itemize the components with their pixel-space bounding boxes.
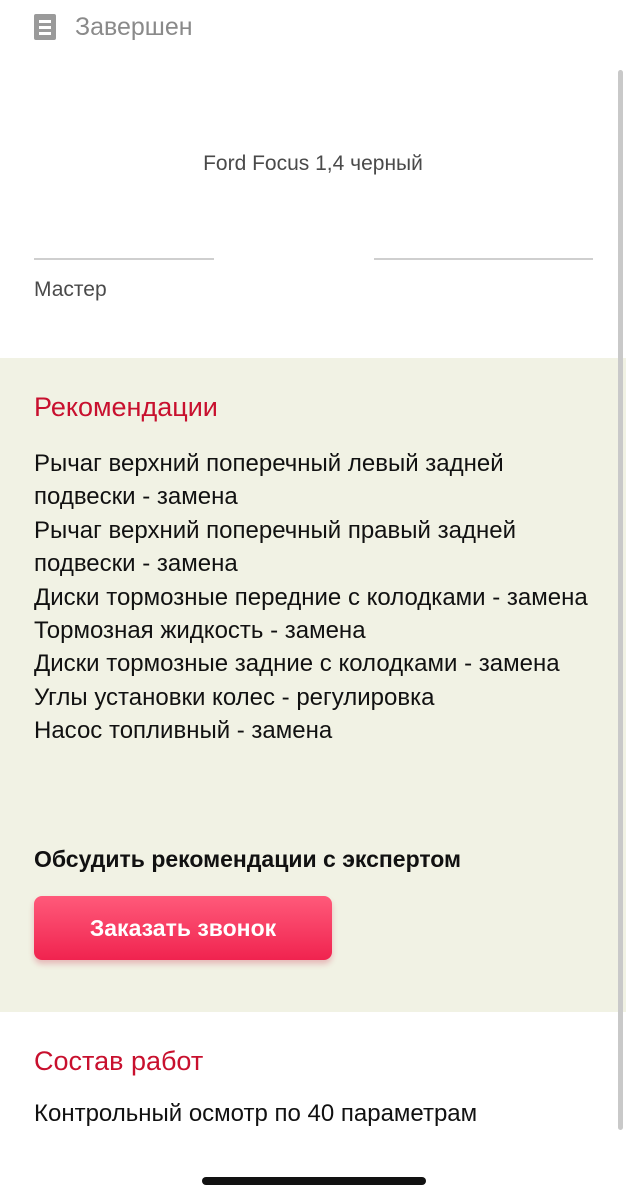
- scrollbar[interactable]: [618, 70, 623, 1130]
- works-item: Контрольный осмотр по 40 параметрам: [34, 1100, 478, 1127]
- status-row: [34, 12, 193, 42]
- status-label: Завершен: [75, 12, 193, 41]
- home-indicator[interactable]: [202, 1177, 426, 1185]
- recommendation-item: Рычаг верхний поперечный правый задней подвески - замена: [34, 516, 516, 578]
- list-icon: [34, 14, 56, 40]
- works-title: Состав работ: [34, 1046, 204, 1076]
- recommendation-item: Тормозная жидкость - замена: [34, 617, 366, 645]
- recommendation-item: Диски тормозные задние с колодками - замена: [34, 650, 560, 678]
- order-call-button[interactable]: Заказать звонок: [34, 896, 332, 960]
- recommendations-section: [0, 358, 626, 1012]
- car-name: Ford Focus 1,4 черный: [203, 152, 423, 175]
- recommendations-title: Рекомендации: [34, 392, 218, 422]
- divider-left: [34, 258, 214, 260]
- master-label: Мастер: [34, 278, 107, 301]
- recommendation-item: Углы установки колес - регулировка: [34, 683, 435, 711]
- discuss-with-expert-label: Обсудить рекомендации с экспертом: [34, 846, 462, 872]
- divider-right: [374, 258, 593, 260]
- recommendation-item: Рычаг верхний поперечный левый задней подвески - замена: [34, 450, 504, 511]
- recommendation-item: Диски тормозные передние с колодками - замена: [34, 583, 588, 611]
- recommendation-item: Насос топливный - замена: [34, 717, 333, 745]
- recommendations-list: [34, 447, 594, 748]
